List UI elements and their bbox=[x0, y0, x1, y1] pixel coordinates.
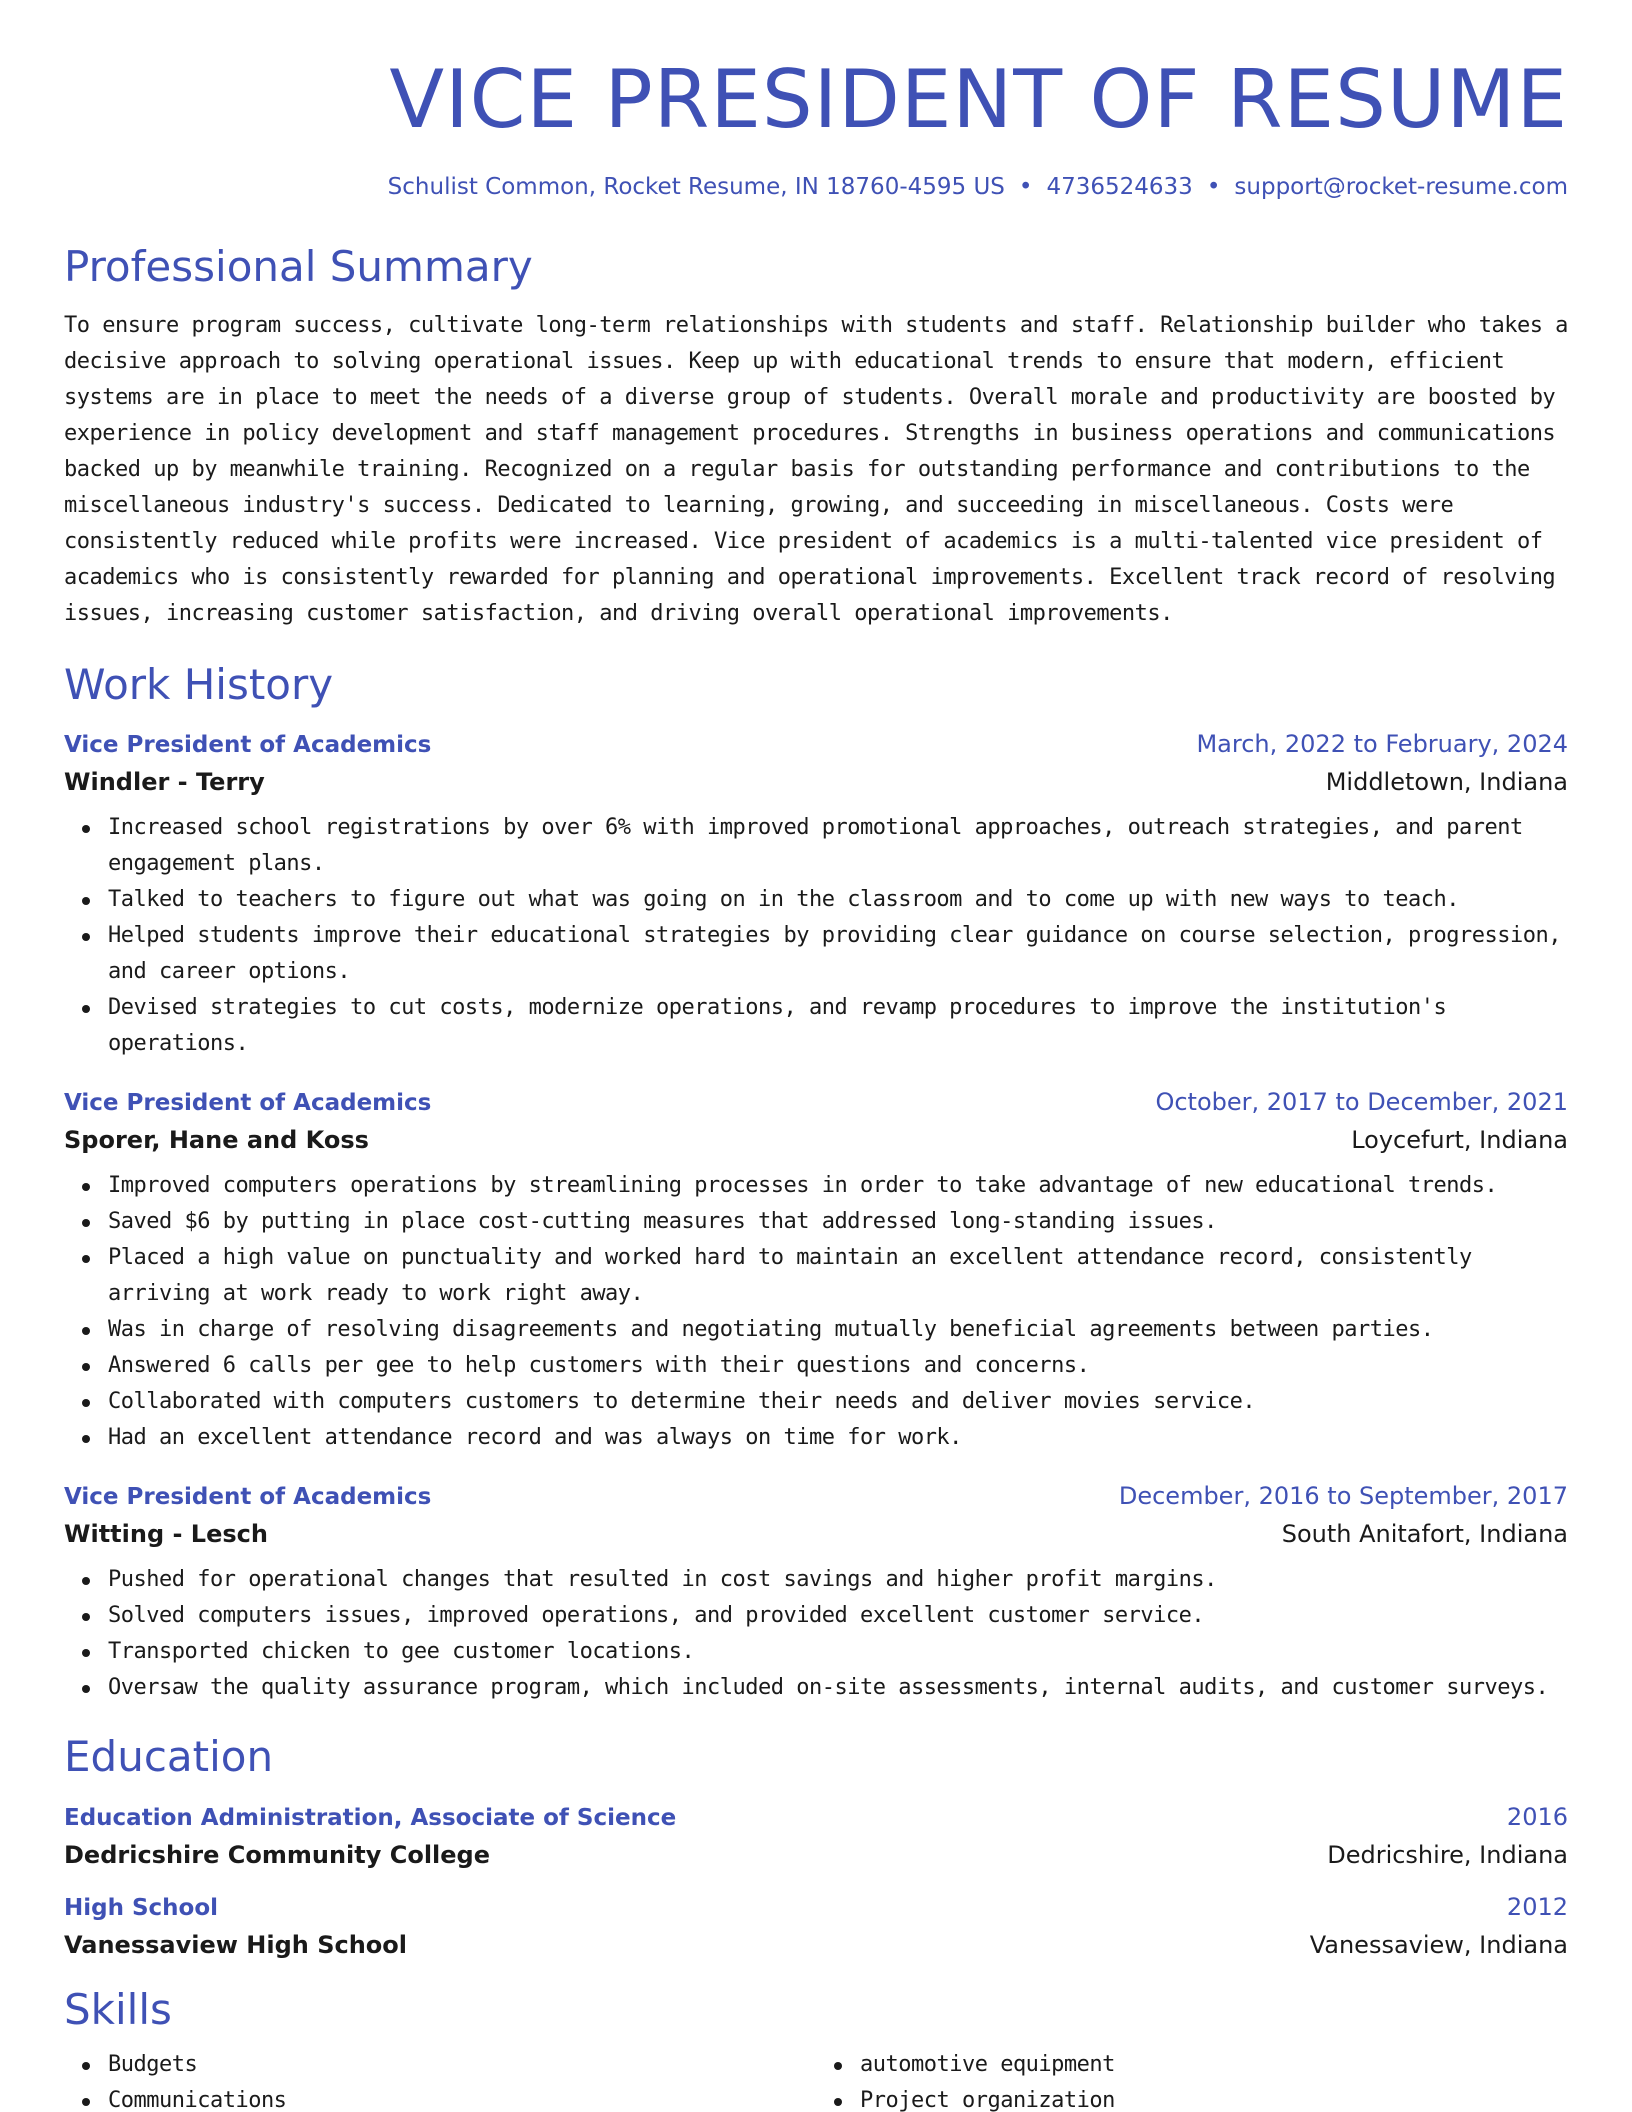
contact-separator: • bbox=[1206, 174, 1221, 200]
education-school: Dedricshire Community College bbox=[64, 1840, 491, 1869]
education-school: Vanessaview High School bbox=[64, 1930, 407, 1959]
section-title-summary: Professional Summary bbox=[64, 242, 533, 291]
section-title-work-history: Work History bbox=[64, 660, 334, 710]
job-entry bbox=[64, 1088, 1568, 1456]
job-role: Vice President of Academics bbox=[64, 1484, 432, 1511]
job-bullet: Saved $6 by putting in place cost-cutting measures that addressed long-standing issues. bbox=[108, 1204, 1568, 1240]
job-bullet: Increased school registrations by over 6% with improved promotional approaches, outreach strategies, and parent engagement plans. bbox=[108, 810, 1568, 882]
education-entry bbox=[64, 1893, 1568, 1959]
job-company: Sporer, Hane and Koss bbox=[64, 1126, 369, 1155]
job-bullet: Helped students improve their educational strategies by providing clear guidance on course selection, progression, and career options. bbox=[108, 918, 1568, 990]
job-bullet: Was in charge of resolving disagreements and negotiating mutually beneficial agreements between parties. bbox=[108, 1312, 1568, 1348]
skill-item: Project organization bbox=[860, 2083, 1568, 2112]
job-bullet: Placed a high value on punctuality and worked hard to maintain an excellent attendance record, consistently arriving at work ready to work right away. bbox=[108, 1240, 1568, 1312]
job-role: Vice President of Academics bbox=[64, 732, 432, 759]
job-entry bbox=[64, 1482, 1568, 1706]
job-bullet: Oversaw the quality assurance program, which included on-site assessments, internal audits, and customer surveys. bbox=[108, 1670, 1568, 1706]
education-degree: Education Administration, Associate of Science bbox=[64, 1804, 677, 1831]
job-location: South Anitafort, Indiana bbox=[1281, 1520, 1568, 1549]
contact-line bbox=[64, 174, 1568, 200]
job-role: Vice President of Academics bbox=[64, 1090, 432, 1117]
education-year: 2012 bbox=[1506, 1892, 1568, 1921]
job-bullet: Solved computers issues, improved operations, and provided excellent customer service. bbox=[108, 1598, 1568, 1634]
job-bullet: Had an excellent attendance record and was always on time for work. bbox=[108, 1420, 1568, 1456]
job-dates: October, 2017 to December, 2021 bbox=[1155, 1088, 1568, 1117]
job-bullet: Devised strategies to cut costs, modernize operations, and revamp procedures to improve the institution's operations. bbox=[108, 990, 1568, 1062]
work-history-list bbox=[64, 730, 1568, 1706]
job-dates: March, 2022 to February, 2024 bbox=[1196, 730, 1568, 759]
job-bullet: Answered 6 calls per gee to help customers with their questions and concerns. bbox=[108, 1348, 1568, 1384]
job-bullets bbox=[64, 810, 1568, 1062]
education-degree: High School bbox=[64, 1894, 219, 1921]
contact-email[interactable]: support@rocket-resume.com bbox=[1234, 174, 1568, 200]
section-title-skills: Skills bbox=[64, 1984, 172, 2034]
job-bullet: Talked to teachers to figure out what was going on in the classroom and to come up with new ways to teach. bbox=[108, 882, 1568, 918]
education-year: 2016 bbox=[1506, 1802, 1568, 1831]
job-dates: December, 2016 to September, 2017 bbox=[1118, 1482, 1568, 1511]
contact-separator: • bbox=[1018, 174, 1033, 200]
resume-name: VICE PRESIDENT OF RESUME bbox=[389, 53, 1568, 146]
job-bullets bbox=[64, 1168, 1568, 1456]
skills-list bbox=[64, 2047, 1568, 2112]
education-location: Dedricshire, Indiana bbox=[1327, 1840, 1568, 1869]
job-bullet: Transported chicken to gee customer locations. bbox=[108, 1634, 1568, 1670]
summary-text: To ensure program success, cultivate long-term relationships with students and staff. Relationship builder who takes a decisive approach to solving operational issues. Keep up with educational trends to ensure that modern, efficient systems are in place to meet the needs of a diverse group of students. Overall morale and productivity are boosted by experience in policy development and staff management procedures. Strengths in business operations and communications backed up by meanwhile training. Recognized on a regular basis for outstanding performance and contributions to the miscellaneous industry's success. Dedicated to learning, growing, and succeeding in miscellaneous. Costs were consistently reduced while profits were increased. Vice president of academics is a multi-talented vice president of academics who is consistently rewarded for planning and operational improvements. Excellent track record of resolving issues, increasing customer satisfaction, and driving overall operational improvements. bbox=[64, 313, 1568, 627]
job-company: Windler - Terry bbox=[64, 768, 265, 797]
skills-column-left bbox=[64, 2047, 816, 2112]
job-bullets bbox=[64, 1562, 1568, 1706]
skills-column-right bbox=[816, 2047, 1568, 2112]
job-bullet: Pushed for operational changes that resulted in cost savings and higher profit margins. bbox=[108, 1562, 1568, 1598]
job-entry bbox=[64, 730, 1568, 1062]
education-entry bbox=[64, 1803, 1568, 1869]
skill-item: Budgets bbox=[108, 2047, 816, 2083]
job-bullet: Collaborated with computers customers to determine their needs and deliver movies service. bbox=[108, 1384, 1568, 1420]
skill-item: Communications bbox=[108, 2083, 816, 2112]
job-bullet: Improved computers operations by streamlining processes in order to take advantage of new educational trends. bbox=[108, 1168, 1568, 1204]
education-location: Vanessaview, Indiana bbox=[1309, 1930, 1568, 1959]
contact-phone[interactable]: 4736524633 bbox=[1046, 174, 1193, 200]
job-company: Witting - Lesch bbox=[64, 1520, 268, 1549]
job-location: Loycefurt, Indiana bbox=[1351, 1126, 1568, 1155]
contact-address: Schulist Common, Rocket Resume, IN 18760-4595 US bbox=[387, 174, 1005, 200]
job-location: Middletown, Indiana bbox=[1325, 768, 1568, 797]
skill-item: automotive equipment bbox=[860, 2047, 1568, 2083]
section-title-education: Education bbox=[64, 1732, 274, 1782]
